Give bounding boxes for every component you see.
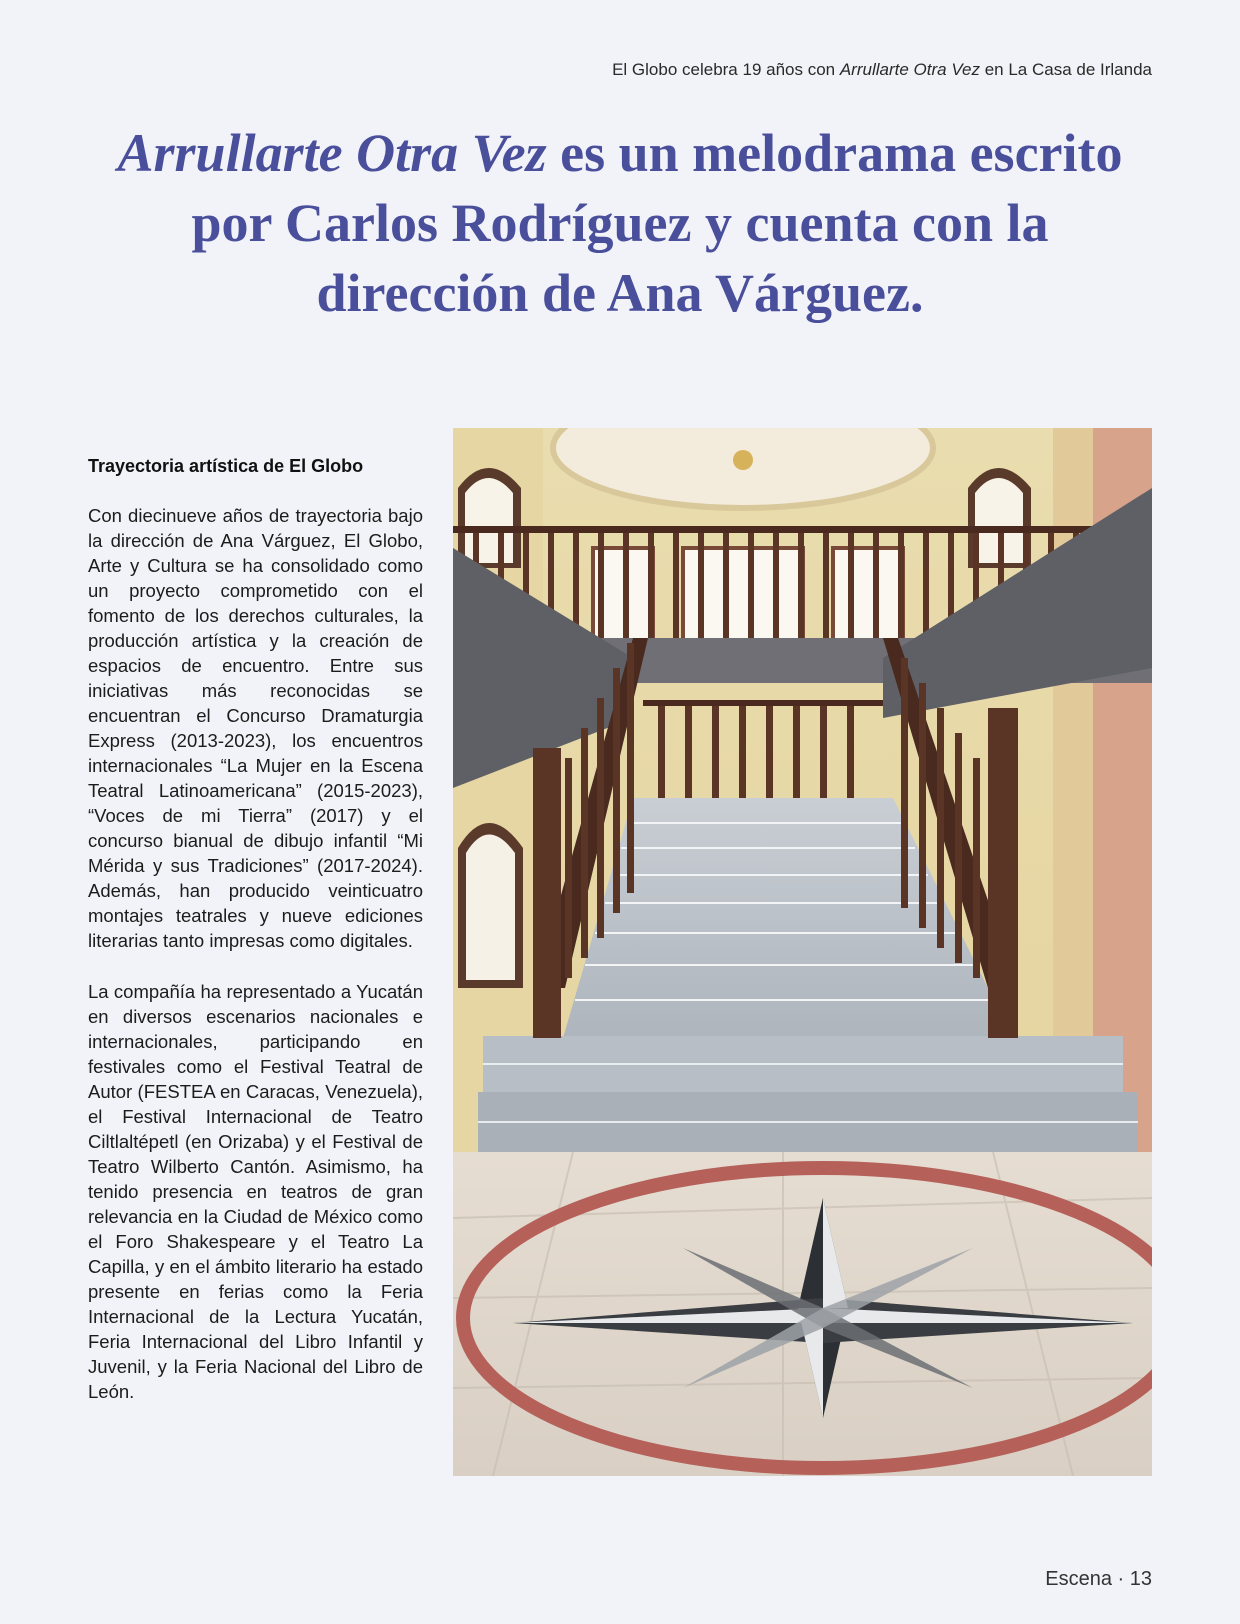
article-column: [88, 456, 423, 1430]
article-paragraph-1: Con diecinueve años de trayectoria bajo la dirección de Ana Várguez, El Globo, Arte y Cultura se ha consolidado como un proyecto comprometido con el fomento de los derechos culturales, la producción artística y la creación de espacios de encuentro. Entre sus iniciativas más reconocidas se encuentran el Concurso Dramaturgia Express (2013-2023), los encuentros internacionales “La Mujer en la Escena Teatral Latinoamericana” (2015-2023), “Voces de mi Tierra” (2017) y el concurso bianual de dibujo infantil “Mi Mérida y sus Tradiciones” (2017-2024). Además, han producido veinticuatro montajes teatrales y nueve ediciones literarias tanto impresas como digitales.: [88, 505, 423, 951]
running-header: [612, 60, 1152, 80]
running-header-prefix: El Globo celebra 19 años con: [612, 60, 840, 79]
article-heading: Trayectoria artística de El Globo: [88, 456, 364, 476]
running-header-title: Arrullarte Otra Vez: [839, 60, 980, 79]
page-folio: Escena · 13: [1045, 1568, 1152, 1590]
pull-quote-headline: [100, 118, 1140, 328]
staircase-photo: [453, 428, 1152, 1476]
headline-play-title: Arrullarte Otra Vez: [117, 123, 547, 183]
headline-text: es un melodrama escrito por Carlos Rodríguez y cuenta con la dirección de Ana Várguez.: [191, 123, 1123, 323]
article-paragraph-2: La compañía ha representado a Yucatán en diversos escenarios nacionales e internacionales, participando en festivales como el Festival Teatral de Autor (FESTEA en Caracas, Venezuela), el Festival Internacional de Teatro Ciltlaltépetl (en Orizaba) y el Festival de Teatro Wilberto Cantón. Asimismo, ha tenido presencia en teatros de gran relevancia en la Ciudad de México como el Foro Shakespeare y el Teatro La Capilla, y en el ámbito literario ha estado presente en ferias como la Feria Internacional de la Lectura Yucatán, Feria Internacional del Libro Infantil y Juvenil, y la Feria Nacional del Libro de León.: [88, 981, 423, 1402]
running-header-suffix: en La Casa de Irlanda: [979, 60, 1152, 79]
